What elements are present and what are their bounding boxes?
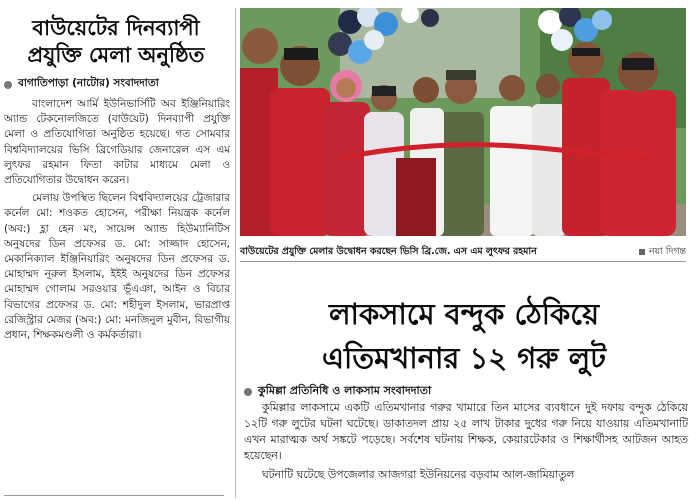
news-photo [240,8,686,236]
divider [4,495,224,498]
left-article-body [0,93,232,343]
byline-text: কুমিল্লা প্রতিনিধি ও লাকসাম সংবাদদাতা [258,384,432,397]
byline-text: বাগাতিপাড়া (নাটোর) সংবাদদাতা [18,77,159,89]
square-bullet-icon [639,249,645,255]
paragraph: মেলায় উপস্থিত ছিলেন বিশ্ববিদ্যালয়ের ট্রেজারার কর্নেল মো: শওকত হোসেন, পরীক্ষা নিয়ন্ত্রক কর্নেল (অব:) হ্লা হেন মং, সায়েন্স অ্যান্ড হিউম্যানিটিস অনুষদের ডিন প্রফেসর ড. মো: সাজ্জাদ হোসেন, মেকানিক্যাল ইঞ্জিনিয়ারিং অনুষদের ডিন প্রফেসর ড. মোহাম্মদ নূরুল ইসলাম, ইইই অনুষদের ডিন প্রফেসর মোহাম্মদ গোলাম সরওয়ার ভূঁএঞা, আইন ও বিচার বিভাগের প্রফেসর ড. মো: শহীদুল ইসলাম, ভারপ্রাপ্ত রেজিস্ট্রার মেজর (অব:) মো: মনজিনুল মুবীন, বিভাগীয় প্রধান, শিক্ষকমণ্ডলী ও কর্মকর্তারা। [4,192,230,342]
photo-credit [639,244,686,259]
photo-caption-row [240,242,686,262]
headline-line-1: লাকসামে বন্দুক ঠেকিয়ে [328,297,600,331]
paragraph: কুমিল্লার লাকসামে একটি এতিমখানার গরুর খামারে তিন মাসের ব্যবধানে দুই দফায় বন্দুক ঠেকিয়ে ১২টি গরু লুটের ঘটনা ঘটেছে। ডাকাতদল প্রায় ২৫ লাখ টাকার দুধের গরু নিয়ে যাওয়ায় এতিমখানাটি এখন মারাত্মক অর্থ সঙ্কটে পড়েছে। সর্বশেষ ঘটনায় শিক্ষক, কেয়ারটেকার ও শিক্ষার্থীসহ আটজন আহত হয়েছেন। [244,401,688,462]
paragraph: ঘটনাটি ঘটেছে উপজেলার আজগরা ইউনিয়নের বড়বাম আল-জামিয়াতুল [262,468,575,481]
bullet-icon [244,388,252,396]
bullet-icon [4,81,12,89]
main-article-headline [244,292,684,380]
photo-credit-text: নয়া দিগন্ত [648,246,686,257]
paragraph: বাংলাদেশ আর্মি ইউনিভার্সিটি অব ইঞ্জিনিয়ারিং অ্যান্ড টেকনোলজিতে (বাউয়েট) দিনব্যাপী প্রযুক্তি মেলা ও প্রতিযোগিতা অনুষ্ঠিত হয়েছে। গত সোমবার বিশ্ববিদ্যালয়ের ভিসি ব্রিগেডিয়ার জেনারেল এস এম লুৎফর রহমান ফিতা কাটার মাধ্যমে মেলা ও প্রতিযোগিতার উদ্বোধন করেন। [4,98,230,187]
left-article-byline [0,68,232,93]
left-article-headline: বাউয়েটের দিনব্যাপী প্রযুক্তি মেলা অনুষ্ঠিত [27,15,205,67]
left-article [0,0,232,500]
ribbon-cutting-photo [240,8,686,236]
headline-line-2: এতিমখানার ১২ গরু লুট [322,341,606,375]
main-article-byline [244,382,431,401]
column-divider [235,8,236,498]
photo-caption: বাউয়েটের প্রযুক্তি মেলার উদ্বোধন করছেন ভিসি ব্রি.জে. এস এম লুৎফর রহমান [240,246,537,257]
main-article-body [244,400,688,483]
